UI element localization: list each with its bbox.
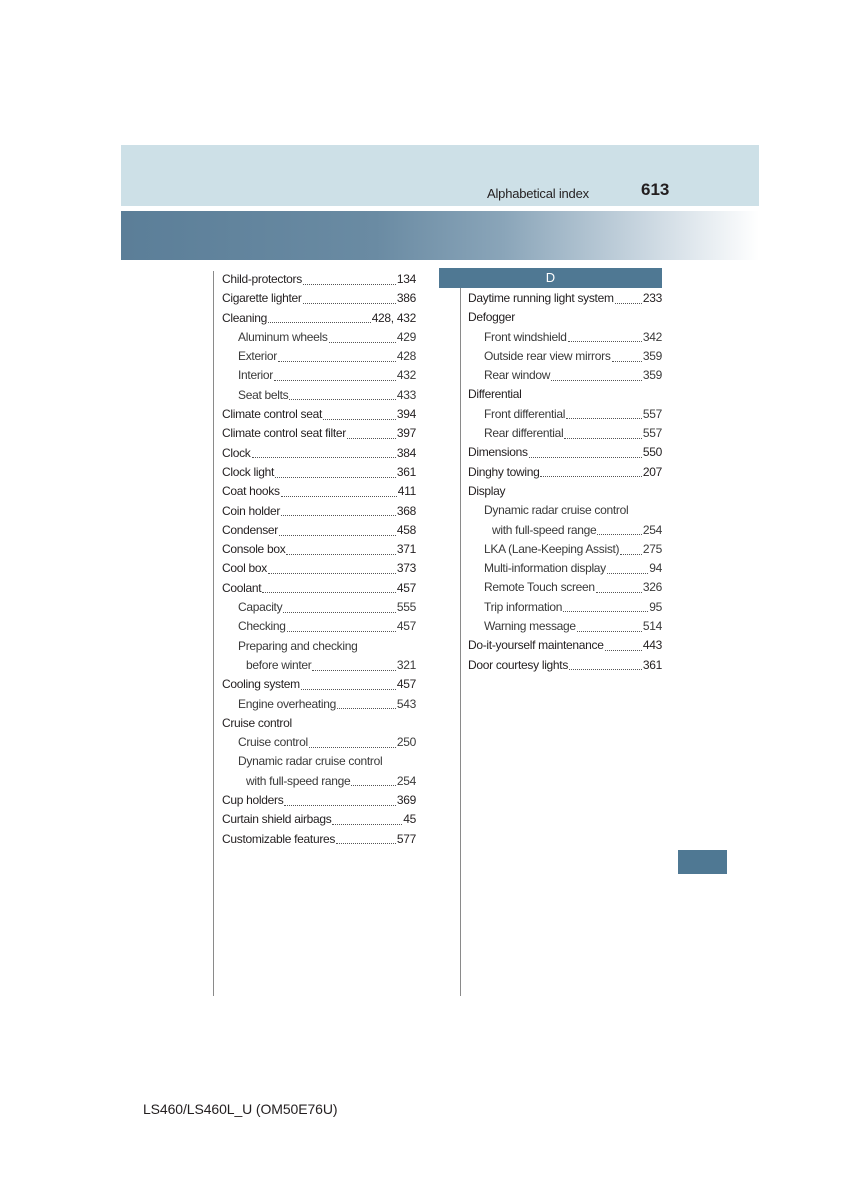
leader-dots	[620, 553, 642, 555]
index-term: Interior	[238, 368, 273, 383]
index-entry	[222, 695, 416, 714]
leader-dots	[283, 611, 396, 613]
index-page-ref: 411	[397, 484, 416, 499]
index-term: Curtain shield airbags	[222, 812, 332, 827]
index-entry	[468, 308, 662, 327]
index-page-ref: 543	[396, 696, 416, 711]
index-entry	[222, 424, 416, 443]
index-page-ref: 275	[642, 541, 662, 556]
index-page-ref: 577	[396, 831, 416, 846]
leader-dots	[529, 456, 642, 458]
index-term: before winter	[246, 657, 312, 672]
index-entry	[222, 444, 416, 463]
leader-dots	[268, 321, 371, 323]
index-page-ref: 555	[396, 600, 416, 615]
leader-dots	[564, 437, 641, 439]
index-page-ref: 207	[642, 464, 662, 479]
index-term: Climate control seat	[222, 407, 323, 422]
index-page-ref: 457	[396, 619, 416, 634]
index-page-ref: 386	[396, 291, 416, 306]
index-entry	[222, 309, 416, 328]
index-page-ref: 428	[396, 349, 416, 364]
index-term: Cup holders	[222, 793, 284, 808]
index-entry	[222, 830, 416, 849]
leader-dots	[286, 553, 395, 555]
index-entry	[468, 289, 662, 308]
index-entry	[222, 791, 416, 810]
index-page-ref: 361	[396, 464, 416, 479]
index-page-ref: 326	[642, 580, 662, 595]
index-term: Climate control seat filter	[222, 426, 346, 441]
index-term: Do-it-yourself maintenance	[468, 638, 604, 653]
index-entry	[222, 579, 416, 598]
index-entry	[222, 482, 416, 501]
index-term: Capacity	[238, 600, 283, 615]
index-term: Cool box	[222, 561, 267, 576]
leader-dots	[284, 804, 395, 806]
index-entry	[468, 540, 662, 559]
index-page-ref: 550	[642, 445, 662, 460]
leader-dots	[351, 784, 395, 786]
index-page-ref: 321	[396, 657, 416, 672]
index-term: Customizable features	[222, 831, 336, 846]
left-column-rule	[213, 271, 214, 996]
index-term: Aluminum wheels	[238, 329, 328, 344]
index-term: Child-protectors	[222, 272, 302, 286]
index-term: Multi-information display	[484, 561, 606, 576]
index-entry	[222, 559, 416, 578]
leader-dots	[568, 340, 642, 342]
section-letter-bar: D	[439, 268, 662, 288]
leader-dots	[281, 514, 396, 516]
leader-dots	[312, 669, 395, 671]
index-page-ref: 342	[642, 329, 662, 344]
index-entry	[222, 521, 416, 540]
leader-dots	[287, 630, 396, 632]
index-term: Coat hooks	[222, 484, 280, 499]
index-entry	[222, 270, 416, 289]
index-page-ref: 94	[649, 561, 662, 576]
index-entry	[222, 598, 416, 617]
index-page-ref: 457	[396, 677, 416, 692]
index-term: Warning message	[484, 619, 576, 634]
index-page-ref: 428, 432	[371, 310, 416, 325]
index-entry	[468, 328, 662, 347]
index-entry	[468, 463, 662, 482]
leader-dots	[309, 746, 396, 748]
index-term: Remote Touch screen	[484, 580, 595, 595]
index-term: Clock	[222, 445, 251, 460]
index-term: with full-speed range	[246, 773, 351, 788]
index-term: Seat belts	[238, 387, 289, 402]
index-page-ref: 359	[642, 348, 662, 363]
index-page-ref: 45	[403, 812, 416, 827]
leader-dots	[615, 302, 642, 304]
index-term: Preparing and checking	[238, 638, 358, 653]
index-page-ref: 373	[396, 561, 416, 576]
index-page-ref: 95	[649, 599, 662, 614]
index-entry	[222, 540, 416, 559]
index-entry	[468, 482, 662, 501]
index-page-ref: 514	[642, 619, 662, 634]
index-page-ref: 557	[642, 426, 662, 441]
index-entry	[222, 502, 416, 521]
index-entry	[222, 289, 416, 308]
index-term: Coin holder	[222, 503, 281, 518]
leader-dots	[323, 418, 396, 420]
index-entry	[222, 366, 416, 385]
index-entry	[468, 443, 662, 462]
index-entry	[468, 424, 662, 443]
leader-dots	[274, 379, 396, 381]
index-term: Dimensions	[468, 445, 528, 460]
index-entry	[468, 598, 662, 617]
index-page-ref: 397	[396, 426, 416, 441]
index-entry	[468, 656, 662, 675]
index-entry	[222, 405, 416, 424]
index-term: Exterior	[238, 349, 277, 364]
leader-dots	[262, 591, 396, 593]
leader-dots	[336, 842, 396, 844]
index-term: Cigarette lighter	[222, 291, 302, 306]
leader-dots	[301, 688, 396, 690]
leader-dots	[569, 668, 642, 670]
index-page-ref: 443	[642, 638, 662, 653]
index-page-ref: 254	[396, 773, 416, 788]
index-entry	[468, 385, 662, 404]
leader-dots	[329, 341, 396, 343]
leader-dots	[612, 360, 642, 362]
section-title: Alphabetical index	[487, 186, 589, 201]
index-page-ref: 384	[396, 445, 416, 460]
index-term: Trip information	[484, 599, 563, 614]
index-term: Dynamic radar cruise control	[484, 503, 629, 518]
index-page-ref: 432	[396, 368, 416, 383]
leader-dots	[337, 707, 396, 709]
index-column-right	[468, 289, 662, 675]
index-page-ref: 458	[396, 522, 416, 537]
leader-dots	[278, 360, 396, 362]
index-entry	[468, 347, 662, 366]
index-entry	[222, 637, 416, 656]
leader-dots	[289, 398, 396, 400]
leader-dots	[605, 649, 642, 651]
index-entry	[468, 521, 662, 540]
index-term: LKA (Lane-Keeping Assist)	[484, 541, 620, 556]
index-entry	[222, 328, 416, 347]
index-term: Clock light	[222, 464, 275, 479]
index-term: Rear window	[484, 368, 551, 383]
index-page-ref: 371	[396, 542, 416, 557]
index-entry	[222, 772, 416, 791]
index-page-ref: 134	[396, 272, 416, 286]
leader-dots	[577, 630, 642, 632]
index-term: Cleaning	[222, 310, 267, 325]
index-page-ref: 369	[396, 793, 416, 808]
leader-dots	[563, 610, 648, 612]
index-entry	[222, 463, 416, 482]
index-term: Outside rear view mirrors	[484, 348, 611, 363]
index-entry	[468, 636, 662, 655]
index-page-ref: 368	[396, 503, 416, 518]
leader-dots	[347, 437, 396, 439]
leader-dots	[275, 476, 396, 478]
index-term: Door courtesy lights	[468, 657, 569, 672]
leader-dots	[597, 533, 641, 535]
index-term: Coolant	[222, 580, 262, 595]
leader-dots	[607, 572, 648, 574]
index-page-ref: 254	[642, 522, 662, 537]
index-term: Dinghy towing	[468, 464, 540, 479]
leader-dots	[540, 475, 641, 477]
index-entry	[222, 386, 416, 405]
index-term: Console box	[222, 542, 286, 557]
index-term: Cruise control	[238, 735, 308, 750]
index-entry	[468, 501, 662, 520]
leader-dots	[551, 379, 642, 381]
right-column-rule	[460, 271, 461, 996]
index-term: Cruise control	[222, 715, 292, 730]
index-entry	[468, 366, 662, 385]
index-column-left	[222, 270, 416, 849]
leader-dots	[279, 534, 396, 536]
index-page-ref: 361	[642, 657, 662, 672]
index-page-ref: 433	[396, 387, 416, 402]
leader-dots	[303, 283, 396, 285]
index-term: Rear differential	[484, 426, 564, 441]
index-term: Daytime running light system	[468, 291, 614, 305]
index-page-ref: 359	[642, 368, 662, 383]
index-entry	[222, 656, 416, 675]
index-term: Display	[468, 483, 506, 498]
leader-dots	[566, 417, 642, 419]
leader-dots	[596, 591, 642, 593]
leader-dots	[303, 302, 396, 304]
index-entry	[222, 810, 416, 829]
header-gradient-band	[121, 211, 759, 260]
index-term: Front differential	[484, 406, 566, 421]
index-entry	[222, 675, 416, 694]
index-entry	[222, 714, 416, 733]
index-entry	[222, 733, 416, 752]
page-number: 613	[641, 180, 670, 199]
leader-dots	[268, 572, 396, 574]
leader-dots	[332, 823, 402, 825]
index-entry	[468, 578, 662, 597]
model-code-footer: LS460/LS460L_U (OM50E76U)	[143, 1101, 338, 1117]
index-term: Checking	[238, 619, 286, 634]
index-page-ref: 557	[642, 406, 662, 421]
index-term: Condenser	[222, 522, 279, 537]
index-term: Differential	[468, 387, 522, 402]
index-entry	[222, 752, 416, 771]
leader-dots	[252, 456, 396, 458]
index-entry	[468, 559, 662, 578]
index-term: with full-speed range	[492, 522, 597, 537]
index-page-ref: 250	[396, 735, 416, 750]
index-entry	[222, 347, 416, 366]
index-page-ref: 233	[642, 291, 662, 305]
chapter-tab	[678, 850, 727, 874]
index-page-ref: 457	[396, 580, 416, 595]
index-entry	[222, 617, 416, 636]
index-page-ref: 394	[396, 407, 416, 422]
index-entry	[468, 405, 662, 424]
index-entry	[468, 617, 662, 636]
index-term: Cooling system	[222, 677, 300, 692]
index-term: Dynamic radar cruise control	[238, 754, 383, 769]
index-page-ref: 429	[396, 329, 416, 344]
leader-dots	[281, 495, 397, 497]
index-term: Engine overheating	[238, 696, 337, 711]
index-term: Front windshield	[484, 329, 567, 344]
index-term: Defogger	[468, 310, 515, 325]
